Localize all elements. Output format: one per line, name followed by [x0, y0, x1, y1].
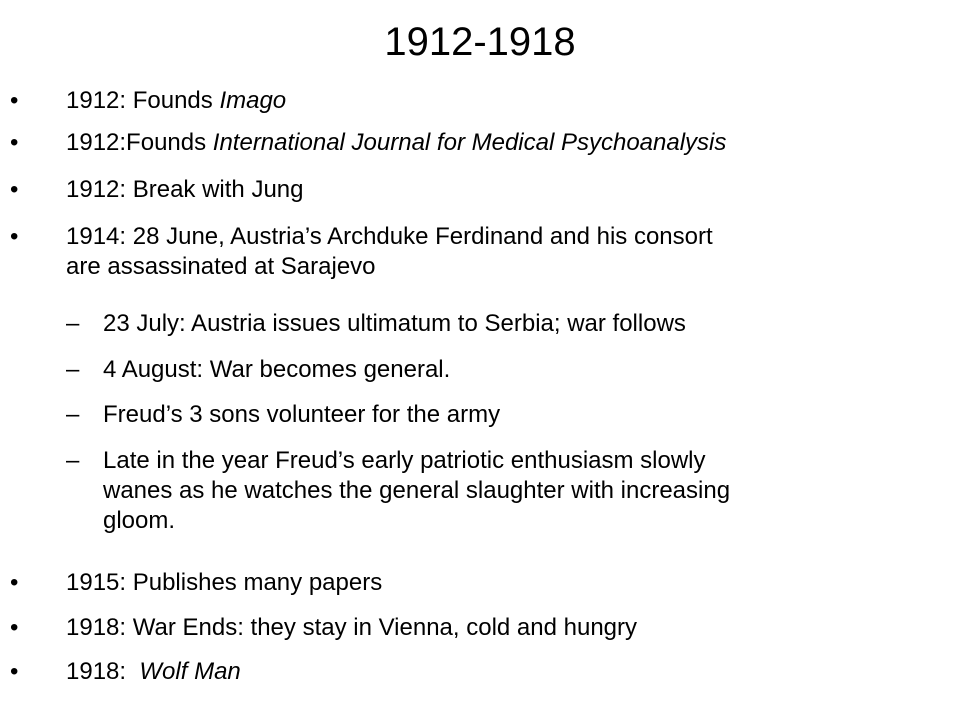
dash-marker: – — [66, 401, 80, 428]
item-emphasis: International Journal for Medical Psychoanalysis — [212, 129, 727, 156]
sub-item-text: 23 July: Austria issues ultimatum to Serbia; war follows — [103, 310, 686, 337]
item-line: are assassinated at Sarajevo — [66, 253, 376, 280]
bullet-text: 1918: War Ends: they stay in Vienna, cold and hungry — [66, 614, 638, 641]
item-emphasis: Imago — [219, 87, 287, 114]
sub-item-text: 4 August: War becomes general. — [103, 356, 451, 383]
sub-item-text: Freud’s 3 sons volunteer for the army — [103, 401, 501, 428]
item-line: wanes as he watches the general slaughter with increasing — [103, 477, 731, 504]
dash-marker: – — [66, 310, 80, 337]
item-text: 1912:Founds — [66, 129, 213, 156]
bullet-text: 1915: Publishes many papers — [66, 569, 383, 596]
item-line: 1914: 28 June, Austria’s Archduke Ferdinand and his consort — [66, 223, 713, 250]
bullet-text — [66, 657, 906, 687]
bullet-text — [66, 222, 906, 282]
bullet-text — [66, 86, 906, 116]
item-line: gloom. — [103, 507, 176, 534]
bullet-marker: • — [10, 569, 19, 596]
bullet-text: 1912: Break with Jung — [66, 176, 304, 203]
bullet-marker: • — [10, 87, 19, 114]
bullet-marker: • — [10, 614, 19, 641]
item-emphasis: Wolf Man — [139, 658, 241, 685]
item-text: 1918: — [66, 658, 140, 685]
item-text: 1912: Founds — [66, 87, 220, 114]
dash-marker: – — [66, 356, 80, 383]
bullet-marker: • — [10, 223, 19, 250]
item-line: Late in the year Freud’s early patriotic enthusiasm slowly — [103, 447, 706, 474]
sub-item-text — [103, 446, 943, 536]
bullet-marker: • — [10, 176, 19, 203]
bullet-text — [66, 128, 906, 158]
slide-title: 1912-1918 — [384, 20, 576, 64]
bullet-marker: • — [10, 129, 19, 156]
bullet-marker: • — [10, 658, 19, 685]
dash-marker: – — [66, 447, 80, 474]
